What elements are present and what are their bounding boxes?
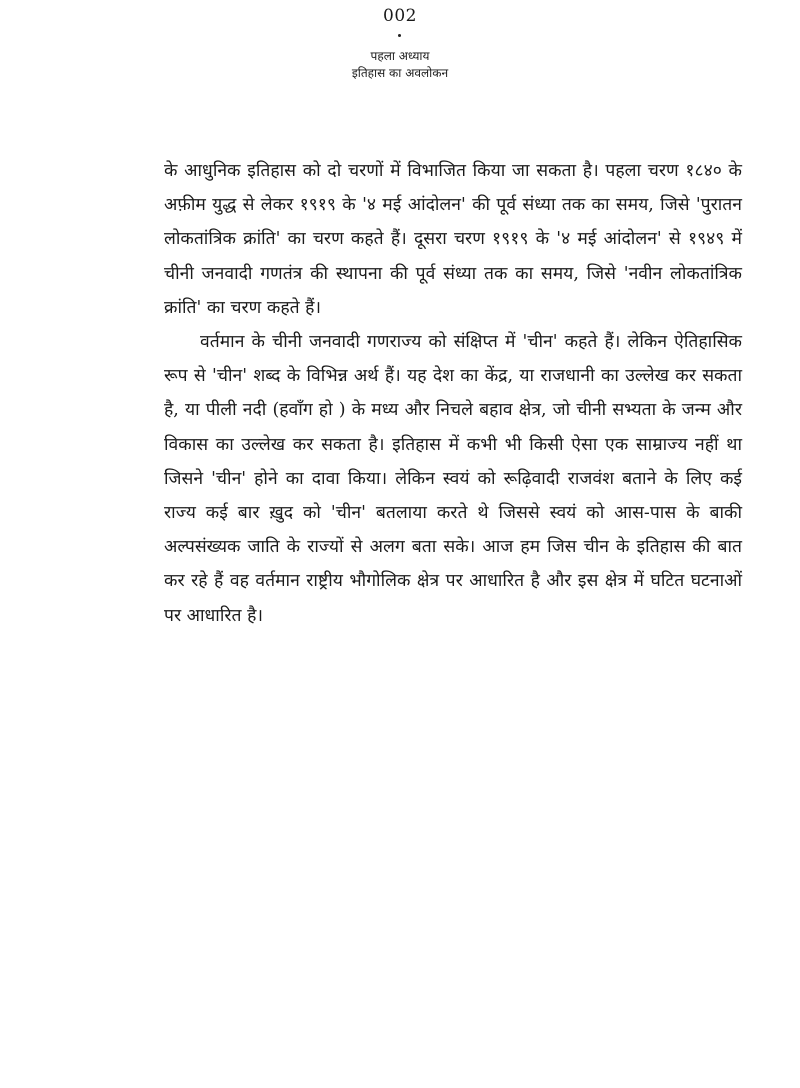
chapter-title: इतिहास का अवलोकन — [351, 66, 449, 80]
paragraph-2: वर्तमान के चीनी जनवादी गणराज्य को संक्षिप्त में 'चीन' कहते हैं। लेकिन ऐतिहासिक रूप से 'चीन' शब्द के विभिन्न अर्थ हैं। यह देश का केंद्र, या राजधानी का उल्लेख कर सकता है, या पीली नदी (हवाँग हो ) के मध्य और निचले बहाव क्षेत्र, जो चीनी सभ्यता के जन्म और विकास का उल्लेख कर सकता है। इतिहास में कभी भी किसी ऐसा एक साम्राज्य नहीं था जिसने 'चीन' होने का दावा किया। लेकिन स्वयं को रूढ़िवादी राजवंश बताने के लिए कई राज्य कई बार ख़ुद को 'चीन' बतलाया करते थे जिससे स्वयं को आस-पास के बाकी अल्पसंख्यक जाति के राज्यों से अलग बता सके। आज हम जिस चीन के इतिहास की बात कर रहे हैं वह वर्तमान राष्ट्रीय भौगोलिक क्षेत्र पर आधारित है और इस क्षेत्र में घटित घटनाओं पर आधारित है। — [164, 332, 742, 626]
header-dot — [398, 34, 401, 37]
chapter-label: पहला अध्याय — [370, 49, 430, 63]
page-number: 002 — [383, 6, 417, 26]
body-text — [164, 154, 742, 633]
running-header — [0, 48, 800, 82]
paragraph-1: के आधुनिक इतिहास को दो चरणों में विभाजित किया जा सकता है। पहला चरण १८४० के अफ़ीम युद्ध से लेकर १९१९ के '४ मई आंदोलन' की पूर्व संध्या तक का समय, जिसे 'पुरातन लोकतांत्रिक क्रांति' का चरण कहते हैं। दूसरा चरण १९१९ के '४ मई आंदोलन' से १९४९ में चीनी जनवादी गणतंत्र की स्थापना की पूर्व संध्या तक का समय, जिसे 'नवीन लोकतांत्रिक क्रांति' का चरण कहते हैं। — [164, 161, 742, 318]
